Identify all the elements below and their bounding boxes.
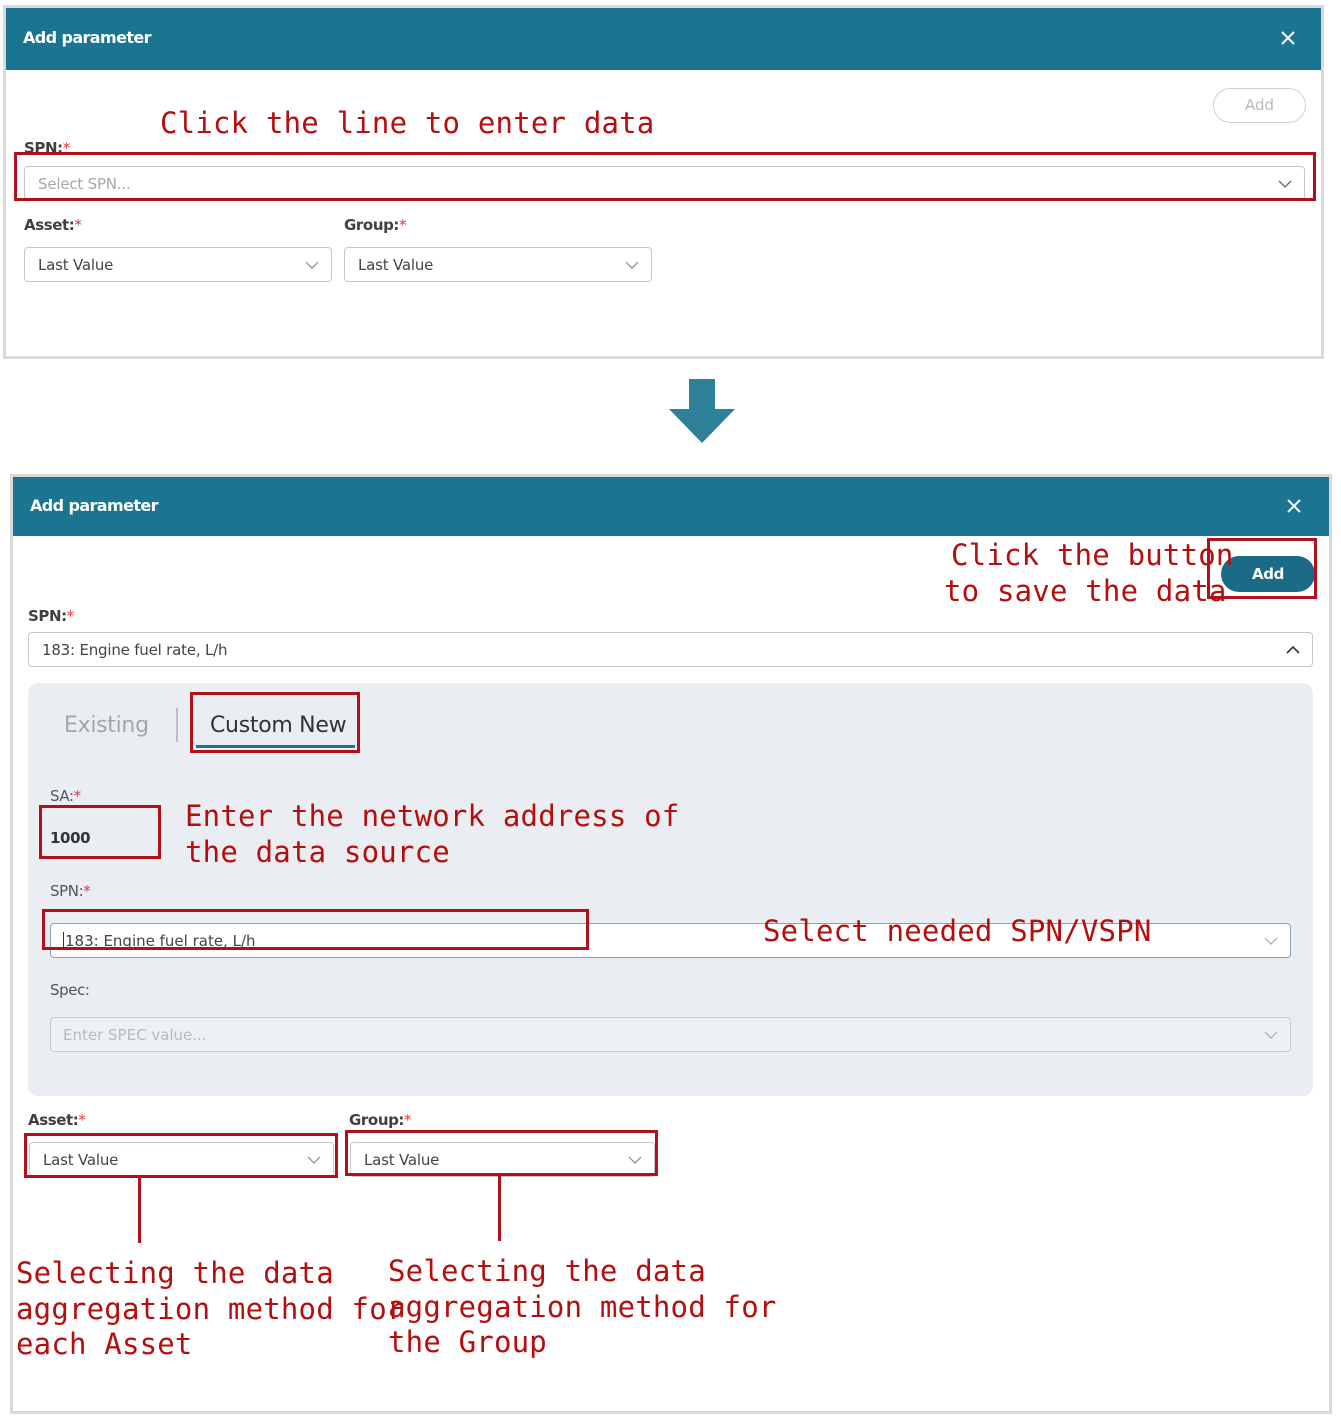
- spn-label: SPN:*: [28, 607, 74, 625]
- annotation-asset-line1: Selecting the data: [16, 1256, 334, 1290]
- add-button[interactable]: Add: [1221, 556, 1315, 592]
- asset-label: Asset:*: [24, 216, 82, 234]
- annotation-group-line3: the Group: [388, 1325, 547, 1359]
- group-label: Group:*: [344, 216, 407, 234]
- highlight-asset-select: [24, 1133, 338, 1178]
- annotation-save-line1: Click the button: [951, 538, 1234, 572]
- close-icon[interactable]: [1277, 27, 1299, 49]
- group-select-value: Last Value: [364, 1151, 440, 1169]
- asset-select[interactable]: [24, 247, 332, 282]
- connector-asset: [138, 1178, 141, 1243]
- arrow-down-icon: [669, 379, 735, 443]
- annotation-group-line2: aggregation method for: [388, 1290, 777, 1324]
- dialog-header: [6, 8, 1321, 70]
- chevron-down-icon: [1264, 934, 1278, 948]
- spec-input[interactable]: [50, 1017, 1291, 1052]
- annotation-group-line1: Selecting the data: [388, 1254, 706, 1288]
- annotation-click-line: Click the line to enter data: [160, 106, 655, 140]
- chevron-down-icon: [1264, 1028, 1278, 1042]
- dialog-title: Add parameter: [30, 496, 158, 515]
- connector-group: [498, 1176, 501, 1241]
- dialog-header: [13, 477, 1329, 536]
- highlight-sa-field: [39, 805, 161, 859]
- inner-spn-label: SPN:*: [50, 882, 91, 900]
- annotation-select-spn: Select needed SPN/VSPN: [763, 914, 1152, 948]
- highlight-custom-new-tab: [190, 692, 360, 753]
- sa-label: SA:*: [50, 787, 81, 805]
- spn-select-value: 183: Engine fuel rate, L/h: [42, 641, 228, 659]
- spn-label: SPN:*: [24, 139, 70, 157]
- tab-custom-new[interactable]: Custom New: [210, 713, 347, 738]
- chevron-down-icon: [305, 258, 319, 272]
- tab-existing[interactable]: Existing: [64, 713, 149, 738]
- group-select-value: Last Value: [358, 256, 434, 274]
- sa-input[interactable]: 1000: [50, 829, 91, 847]
- highlight-group-select: [345, 1130, 658, 1176]
- inner-spn-value: 183: Engine fuel rate, L/h: [65, 932, 256, 950]
- annotation-sa-line2: the data source: [185, 835, 450, 869]
- annotation-sa-line1: Enter the network address of: [185, 799, 680, 833]
- asset-select-value: Last Value: [38, 256, 114, 274]
- spec-label: Spec:: [50, 981, 90, 999]
- tab-divider: [176, 708, 178, 742]
- spn-select-placeholder: Select SPN...: [38, 175, 131, 193]
- chevron-down-icon: [625, 258, 639, 272]
- spn-select-open[interactable]: [28, 632, 1313, 667]
- asset-label: Asset:*: [28, 1111, 86, 1129]
- highlight-add-button: [1207, 538, 1317, 599]
- highlight-inner-spn: [42, 909, 589, 950]
- highlight-spn-field: [14, 152, 1316, 201]
- asset-select-value: Last Value: [43, 1151, 119, 1169]
- chevron-up-icon: [1286, 643, 1300, 657]
- close-icon[interactable]: [1283, 495, 1305, 517]
- group-select[interactable]: [344, 247, 652, 282]
- spec-placeholder: Enter SPEC value...: [63, 1026, 207, 1044]
- add-button-disabled[interactable]: Add: [1213, 88, 1306, 123]
- annotation-asset-line3: each Asset: [16, 1327, 193, 1361]
- annotation-save-line2: to save the data: [944, 574, 1227, 608]
- annotation-asset-line2: aggregation method for: [16, 1292, 405, 1326]
- group-label: Group:*: [349, 1111, 412, 1129]
- dialog-title: Add parameter: [23, 28, 151, 47]
